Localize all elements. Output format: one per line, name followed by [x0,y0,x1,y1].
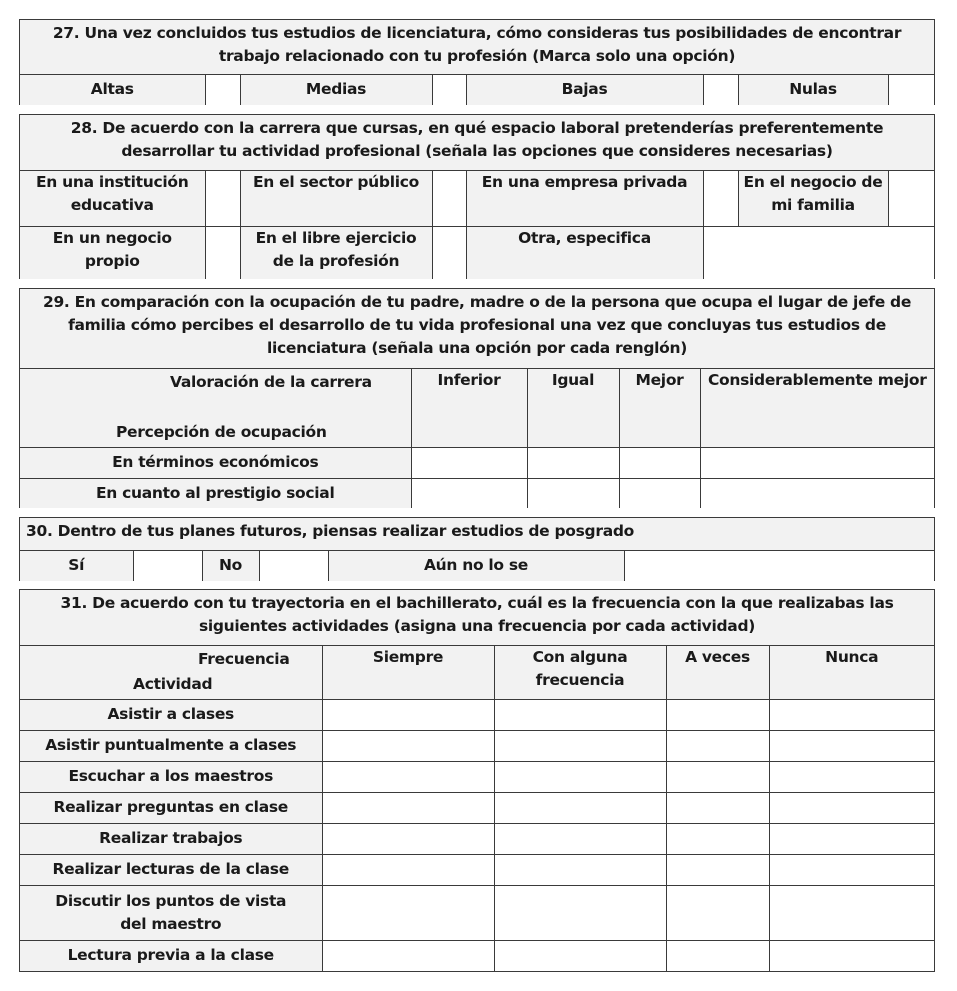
cell-con-alguna-frecuencia[interactable] [494,792,666,823]
question-29 [19,288,935,508]
cell-nunca[interactable] [769,761,934,792]
question-27 [19,19,935,105]
question-27-text: 27. Una vez concluidos tus estudios de licenciatura, cómo consideras tus posibilidades de encontrar trabajo relacionado con tu profesión (Marca solo una opción) [20,20,934,74]
cell-economicos-mejor[interactable] [619,447,700,478]
option-label-empresa-privada: En una empresa privada [466,170,703,226]
cell-a-veces[interactable] [666,940,769,971]
cell-a-veces[interactable] [666,854,769,885]
otra-especifica-input[interactable] [703,226,934,279]
cell-nunca[interactable] [769,940,934,971]
cell-siempre[interactable] [322,885,494,940]
option-label-medias: Medias [240,74,432,105]
cell-con-alguna-frecuencia[interactable] [494,699,666,730]
cell-con-alguna-frecuencia[interactable] [494,885,666,940]
row-label-activity: Lectura previa a la clase [20,940,322,971]
row-label-prestigio-social: En cuanto al prestigio social [20,478,411,508]
column-header-a-veces: A veces [666,645,769,699]
option-label-institucion-educativa: En una institución educativa [20,170,205,226]
cell-a-veces[interactable] [666,761,769,792]
cell-nunca[interactable] [769,730,934,761]
checkbox-bajas[interactable] [703,74,738,105]
checkbox-si[interactable] [133,550,202,581]
checkbox-aun-no-lo-se[interactable] [624,550,934,581]
cell-economicos-igual[interactable] [527,447,619,478]
cell-a-veces[interactable] [666,792,769,823]
row-label-activity: Realizar preguntas en clase [20,792,322,823]
cell-prestigio-considerablemente-mejor[interactable] [700,478,934,508]
cell-a-veces[interactable] [666,885,769,940]
row-label-activity: Escuchar a los maestros [20,761,322,792]
option-label-no: No [202,550,259,581]
row-label-activity: Realizar trabajos [20,823,322,854]
column-header-mejor: Mejor [619,368,700,447]
cell-economicos-inferior[interactable] [411,447,527,478]
option-label-aun-no-lo-se: Aún no lo se [328,550,624,581]
row-label-terminos-economicos: En términos económicos [20,447,411,478]
option-label-otra: Otra, especifica [466,226,703,279]
option-label-sector-publico: En el sector público [240,170,432,226]
row-label-activity: Asistir a clases [20,699,322,730]
option-label-si: Sí [20,550,133,581]
column-header-inferior: Inferior [411,368,527,447]
checkbox-institucion-educativa[interactable] [205,170,240,226]
cell-nunca[interactable] [769,885,934,940]
cell-siempre[interactable] [322,792,494,823]
cell-con-alguna-frecuencia[interactable] [494,823,666,854]
cell-nunca[interactable] [769,792,934,823]
corner-header [20,645,322,699]
column-header-igual: Igual [527,368,619,447]
option-label-negocio-propio: En un negocio propio [20,226,205,279]
checkbox-no[interactable] [259,550,328,581]
question-31-text: 31. De acuerdo con tu trayectoria en el bachillerato, cuál es la frecuencia con la que realizabas las siguientes actividades (asigna una frecuencia por cada actividad) [20,590,934,645]
checkbox-libre-ejercicio[interactable] [432,226,466,279]
option-label-altas: Altas [20,74,205,105]
cell-prestigio-mejor[interactable] [619,478,700,508]
checkbox-altas[interactable] [205,74,240,105]
cell-nunca[interactable] [769,854,934,885]
column-header-nunca: Nunca [769,645,934,699]
option-label-negocio-familia: En el negocio de mi familia [738,170,888,226]
checkbox-negocio-familia[interactable] [888,170,934,226]
row-label-activity: Discutir los puntos de vista del maestro [20,885,322,940]
cell-siempre[interactable] [322,699,494,730]
corner-bottom-label: Percepción de ocupación [116,422,327,441]
checkbox-negocio-propio[interactable] [205,226,240,279]
question-30 [19,517,935,581]
corner-header [20,368,411,447]
cell-siempre[interactable] [322,730,494,761]
cell-prestigio-igual[interactable] [527,478,619,508]
question-29-text: 29. En comparación con la ocupación de tu padre, madre o de la persona que ocupa el lugar de jefe de familia cómo percibes el desarrollo de tu vida profesional una vez que concluyas tus estudios de licenciatura (señala una opción por cada renglón) [20,289,934,368]
cell-nunca[interactable] [769,823,934,854]
corner-bottom-label: Actividad [133,674,213,693]
cell-con-alguna-frecuencia[interactable] [494,940,666,971]
cell-a-veces[interactable] [666,730,769,761]
column-header-con-alguna-frecuencia: Con alguna frecuencia [494,645,666,699]
option-label-bajas: Bajas [466,74,703,105]
cell-a-veces[interactable] [666,823,769,854]
checkbox-nulas[interactable] [888,74,934,105]
cell-prestigio-inferior[interactable] [411,478,527,508]
cell-nunca[interactable] [769,699,934,730]
option-label-libre-ejercicio: En el libre ejercicio de la profesión [240,226,432,279]
question-31 [19,589,935,972]
column-header-considerablemente-mejor: Considerablemente mejor [700,368,934,447]
cell-a-veces[interactable] [666,699,769,730]
cell-siempre[interactable] [322,823,494,854]
column-header-siempre: Siempre [322,645,494,699]
question-28-text: 28. De acuerdo con la carrera que cursas, en qué espacio laboral pretenderías preferentemente desarrollar tu actividad profesional (señala las opciones que consideres necesarias) [20,115,934,170]
cell-con-alguna-frecuencia[interactable] [494,761,666,792]
cell-economicos-considerablemente-mejor[interactable] [700,447,934,478]
checkbox-empresa-privada[interactable] [703,170,738,226]
question-28 [19,114,935,279]
checkbox-medias[interactable] [432,74,466,105]
cell-con-alguna-frecuencia[interactable] [494,730,666,761]
cell-siempre[interactable] [322,761,494,792]
corner-top-label: Valoración de la carrera [170,372,372,391]
checkbox-sector-publico[interactable] [432,170,466,226]
cell-siempre[interactable] [322,940,494,971]
row-label-activity: Asistir puntualmente a clases [20,730,322,761]
corner-top-label: Frecuencia [198,649,290,668]
cell-siempre[interactable] [322,854,494,885]
option-label-nulas: Nulas [738,74,888,105]
row-label-activity: Realizar lecturas de la clase [20,854,322,885]
question-30-text: 30. Dentro de tus planes futuros, piensas realizar estudios de posgrado [20,518,934,550]
cell-con-alguna-frecuencia[interactable] [494,854,666,885]
